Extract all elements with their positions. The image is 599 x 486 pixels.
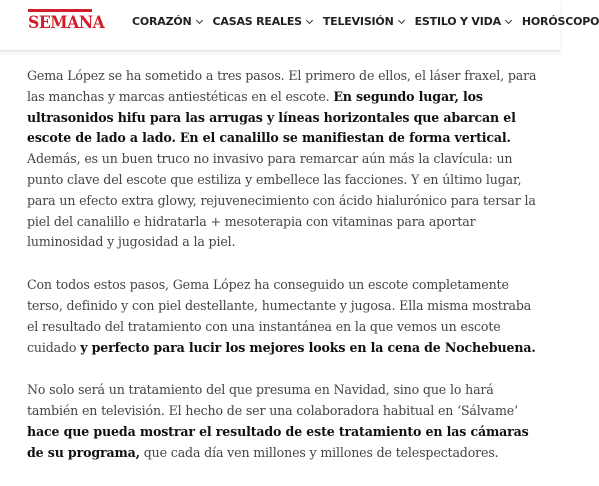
nav-item-television[interactable] [323,15,404,28]
paragraph-text: Gema López se ha sometido a tres pasos. El primero de ellos, el láser fraxel, para las manchas y marcas antiestéticas en el escote. [27,68,537,104]
paragraph-bold-text: En segundo lugar, los ultrasonidos hifu para las arrugas y líneas horizontales que abarcan el escote de lado a lado. En el canalillo se manifiestan de forma vertical. [27,88,516,146]
semana-logo[interactable] [28,9,105,40]
paragraph-text: Además, es un buen truco no invasivo para remarcar aún más la clavícula: un punto clave del escote que estiliza y embellece las facciones. Y en último lugar, para un efecto extra glowy, rejuvenecimiento con ácido hialurónico para tersar la piel del canalillo e hidratarla + mesoterapia con vitaminas para aportar luminosidad y jugosidad a la piel. [27,151,536,250]
article-paragraph-3 [27,380,543,463]
nav-item-corazon[interactable] [132,15,202,28]
nav-item-label: CORAZÓN [132,15,192,28]
nav-item-label: TELEVISIÓN [322,15,394,28]
article-paragraph-1 [27,66,543,253]
chevron-down-icon [398,16,405,23]
paragraph-text: Con todos estos pasos, Gema López ha conseguido un escote completamente terso, definido y con piel destellante, humectante y jugosa. Ella misma mostraba el resultado del tratamiento con una instantánea en la que vemos un escote cuidado [27,277,532,355]
chevron-down-icon [196,16,203,23]
nav-item-label: ESTILO Y VIDA [414,15,501,28]
nav-item-horoscopo[interactable] [522,15,599,28]
nav-item-estilo-y-vida[interactable] [415,15,511,28]
nav-item-label: CASAS REALES [212,15,302,28]
paragraph-text: que cada día ven millones y millones de telespectadores. [139,444,499,460]
main-nav [132,15,599,28]
chevron-down-icon [306,16,313,23]
paragraph-bold-text: y perfecto para lucir los mejores looks en la cena de Nochebuena. [80,339,536,355]
logo-text: SEMANA [28,13,105,33]
nav-item-casas-reales[interactable] [213,15,312,28]
nav-item-label: HORÓSCOPO [521,15,599,28]
article-body [27,66,543,486]
article-paragraph-2 [27,275,543,358]
paragraph-bold-text: hace que pueda mostrar el resultado de este tratamiento en las cámaras de su programa, [27,423,529,460]
paragraph-text: No solo será un tratamiento del que presuma en Navidad, sino que lo hará también en televisión. El hecho de ser una colaboradora habitual en ‘Sálvame’ [27,382,518,419]
chevron-down-icon [505,16,512,23]
site-header [0,0,599,51]
